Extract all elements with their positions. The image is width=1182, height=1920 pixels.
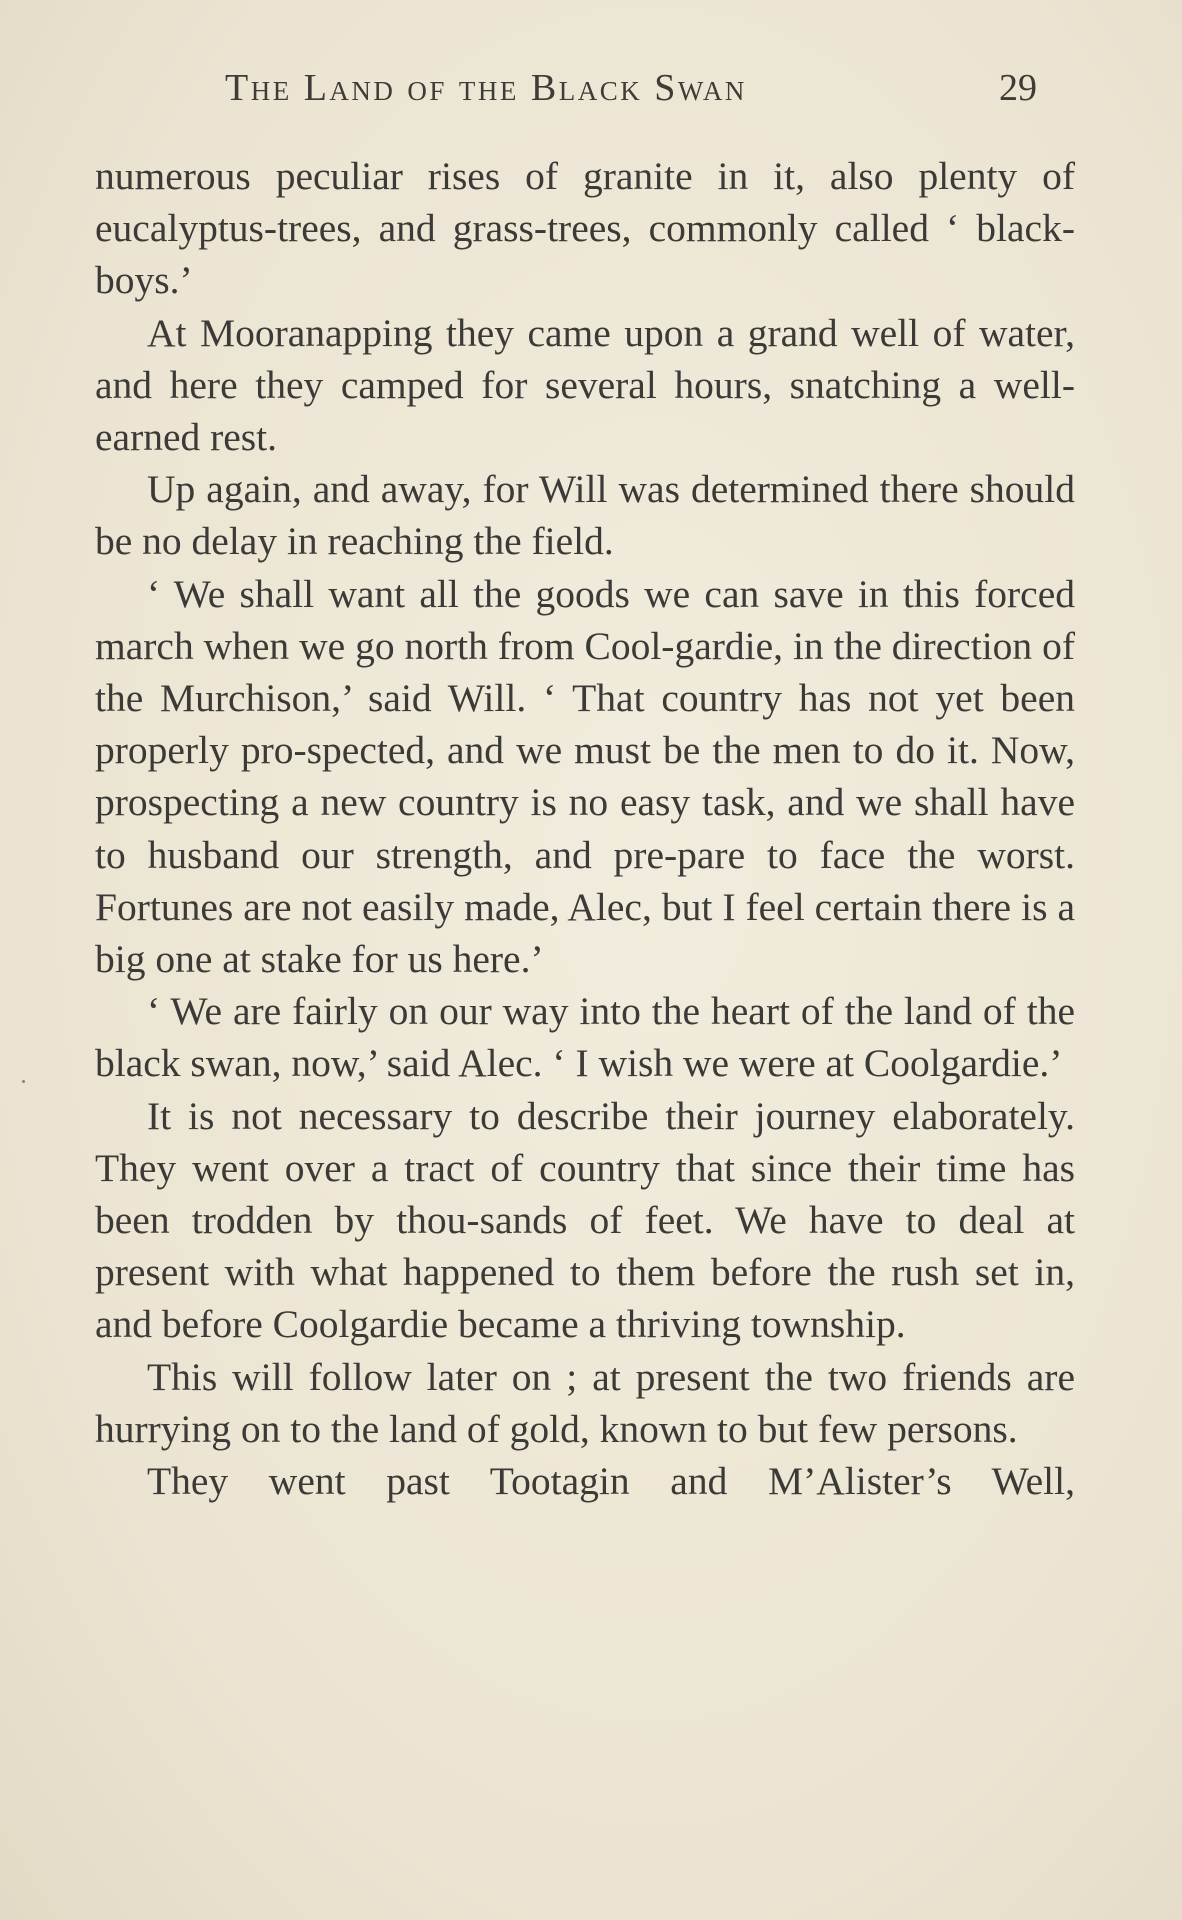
paper-speck <box>22 1080 25 1083</box>
paragraph: ‘ We are fairly on our way into the heart of the land of the black swan, now,’ said Alec. ‘ I wish we were at Coolgardie.’ <box>95 989 1075 1086</box>
page-number: 29 <box>999 67 1037 109</box>
paragraph: This will follow later on ; at present the two friends are hurrying on to the land of gold, known to but few persons. <box>95 1354 1075 1451</box>
paragraph: numerous peculiar rises of granite in it, also plenty of eucalyptus-trees, and grass-trees, commonly called ‘ black-boys.’ <box>95 154 1075 303</box>
running-header <box>95 66 1075 126</box>
paragraph: ‘ We shall want all the goods we can save in this forced march when we go north from Cool-gardie, in the direction of the Murchison,’ said Will. ‘ That country has not yet been properly pro-spected, and we must be the men to do it. Now, prospecting a new country is no easy task, and we shall have to husband our strength, and pre-pare to face the worst. Fortunes are not easily made, Alec, but I feel certain there is a big one at stake for us here.’ <box>95 571 1075 982</box>
paragraph: Up again, and away, for Will was determined there should be no delay in reaching the field. <box>95 467 1075 564</box>
body-text <box>95 150 1075 1507</box>
paragraph: They went past Tootagin and M’Alister’s Well, <box>147 1459 1075 1504</box>
paragraph: It is not necessary to describe their journey elaborately. They went over a tract of country that since their time has been trodden by thou-sands of feet. We have to deal at present with what happened to them before the rush set in, and before Coolgardie became a thriving township. <box>95 1093 1075 1347</box>
paragraph: At Mooranapping they came upon a grand well of water, and here they camped for several hours, snatching a well-earned rest. <box>95 310 1075 460</box>
running-title: The Land of the Black Swan <box>225 67 747 109</box>
